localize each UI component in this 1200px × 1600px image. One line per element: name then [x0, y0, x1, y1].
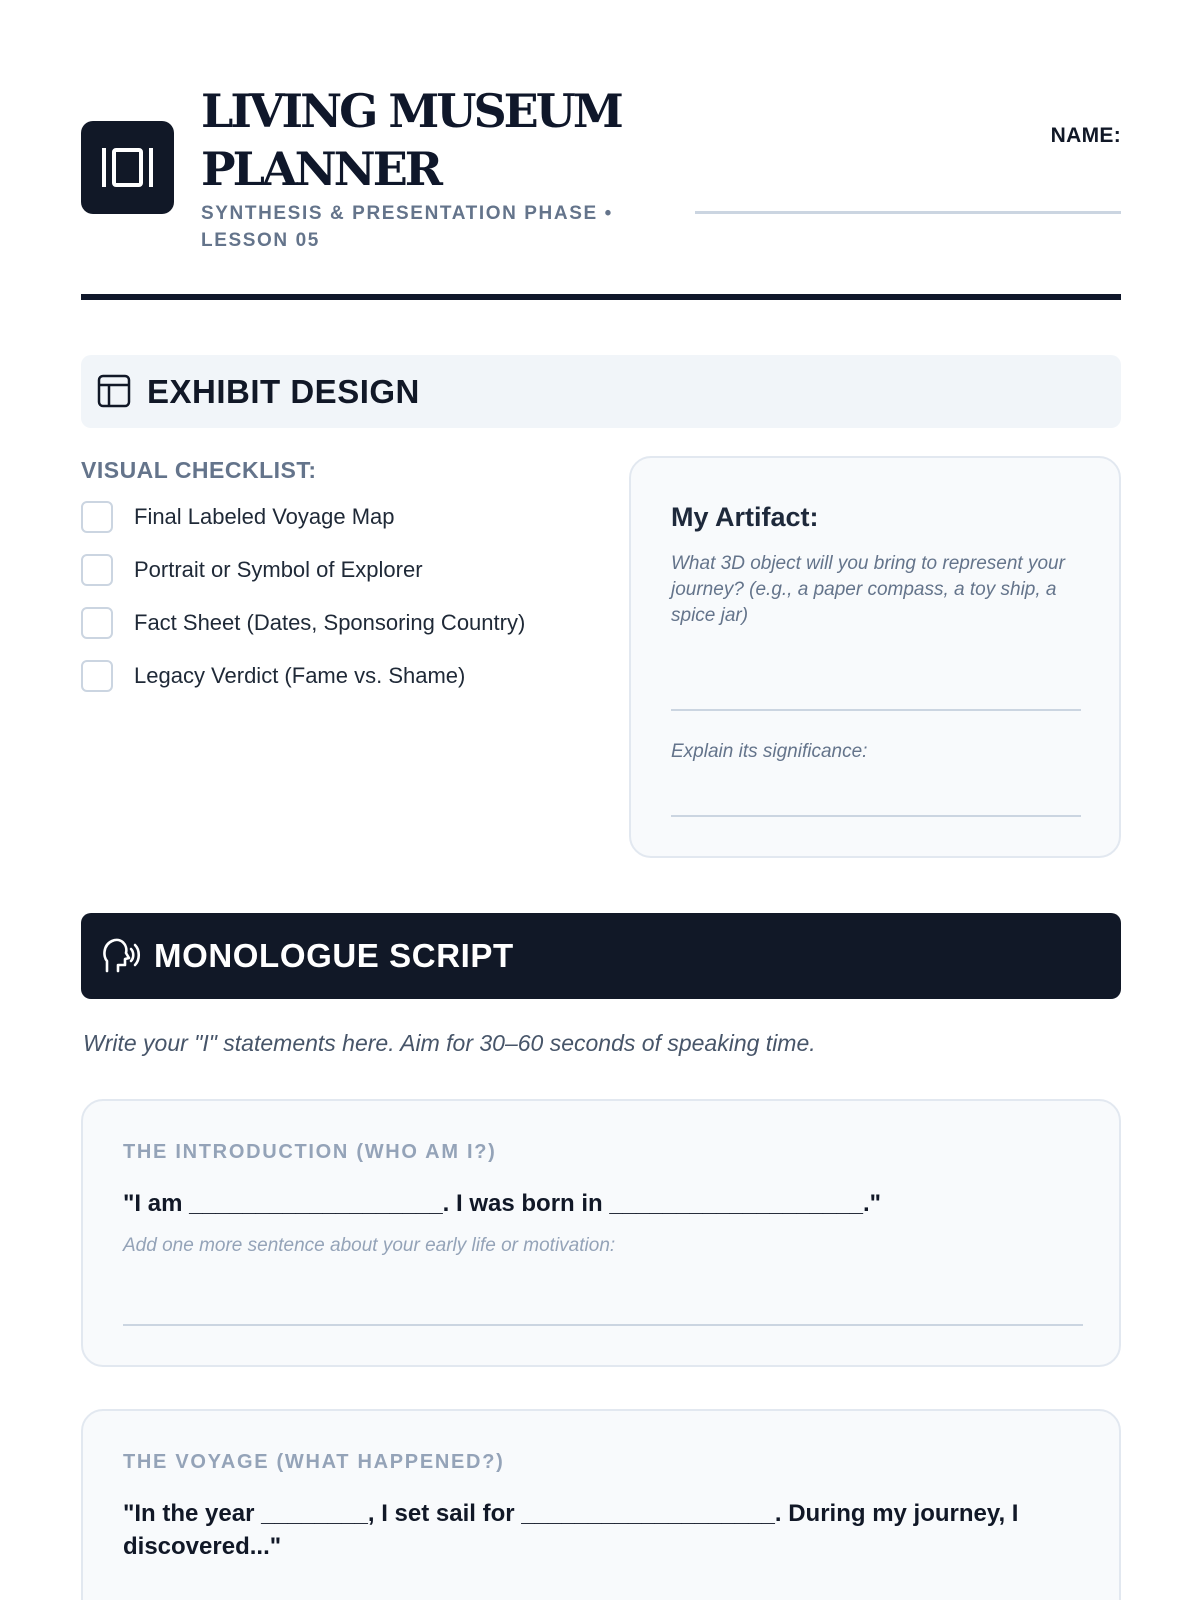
artifact-prompt: What 3D object will you bring to represent your journey? (e.g., a paper compass, a toy ship, a spice jar): [671, 553, 1065, 626]
page-title: LIVING MUSEUM PLANNER: [201, 84, 621, 196]
card-heading: THE VOYAGE (WHAT HAPPENED?): [123, 1451, 505, 1473]
fill-in-sentence[interactable]: "In the year ________, I set sail for ___________________. During my journey, I discovered...": [123, 1500, 1019, 1560]
checklist-item-label: Portrait or Symbol of Explorer: [134, 557, 423, 582]
artifact-answer-field[interactable]: [671, 709, 1081, 711]
checklist-item-label: Legacy Verdict (Fame vs. Shame): [134, 663, 466, 688]
artifact-card: [629, 456, 1121, 858]
museum-frame-icon: [81, 121, 174, 214]
checklist-label: VISUAL CHECKLIST:: [81, 457, 317, 483]
checkbox[interactable]: [81, 554, 113, 586]
introduction-card: [81, 1099, 1121, 1367]
checklist-item[interactable]: [81, 606, 601, 640]
answer-field[interactable]: [123, 1324, 1083, 1326]
significance-prompt: Explain its significance:: [671, 741, 868, 762]
section-exhibit-design: [81, 355, 1121, 428]
voyage-card: [81, 1409, 1121, 1600]
fill-in-sentence[interactable]: "I am ___________________. I was born in ___________________.": [123, 1190, 882, 1217]
checklist-item-label: Fact Sheet (Dates, Sponsoring Country): [134, 610, 526, 635]
significance-answer-field[interactable]: [671, 815, 1081, 817]
section-title: EXHIBIT DESIGN: [147, 373, 420, 410]
checkbox[interactable]: [81, 607, 113, 639]
checkbox[interactable]: [81, 501, 113, 533]
checklist-item[interactable]: [81, 659, 601, 693]
header: [81, 82, 1121, 302]
page-subtitle: SYNTHESIS & PRESENTATION PHASE • LESSON 05: [201, 203, 613, 251]
checklist-item[interactable]: [81, 553, 601, 587]
checklist-item-label: Final Labeled Voyage Map: [134, 504, 395, 529]
card-hint: Add one more sentence about your early life or motivation:: [123, 1235, 616, 1256]
section-monologue-script: [81, 913, 1121, 999]
name-field[interactable]: [695, 211, 1121, 214]
artifact-title: My Artifact:: [671, 502, 819, 532]
script-instructions: Write your "I" statements here. Aim for 30–60 seconds of speaking time.: [83, 1030, 816, 1056]
worksheet-page: [81, 0, 1121, 1600]
header-divider: [81, 294, 1121, 300]
checkbox[interactable]: [81, 660, 113, 692]
section-title: MONOLOGUE SCRIPT: [154, 937, 514, 974]
checklist-item[interactable]: [81, 500, 601, 534]
layout-icon: [97, 374, 131, 413]
name-label: NAME:: [1050, 124, 1121, 147]
speaking-head-icon: [101, 937, 141, 980]
card-heading: THE INTRODUCTION (WHO AM I?): [123, 1141, 497, 1163]
